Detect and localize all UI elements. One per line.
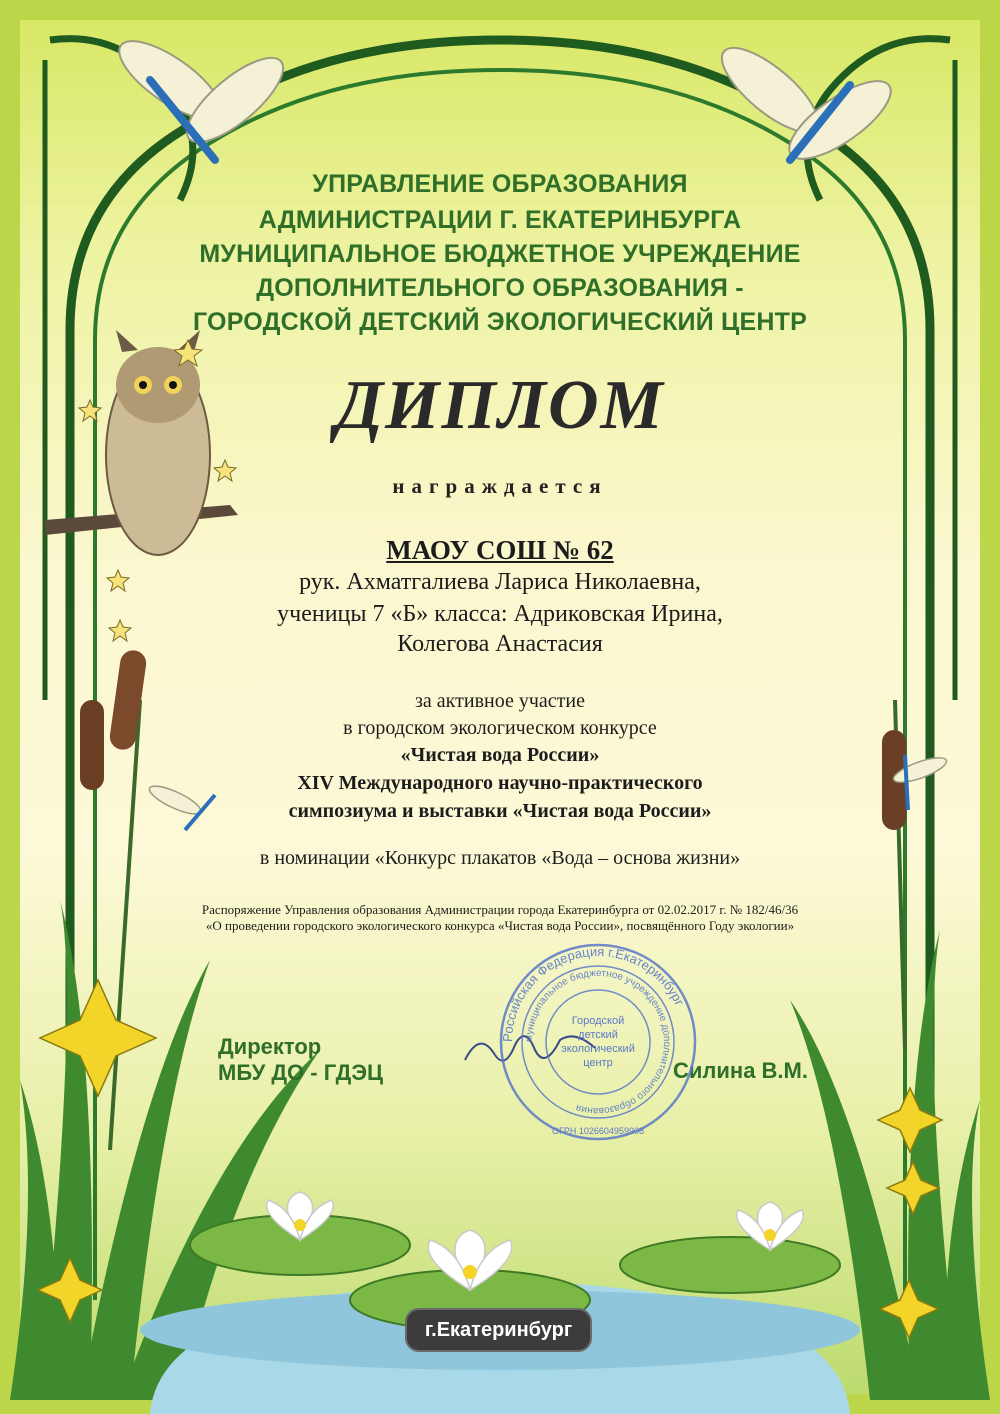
- header-line-2: АДМИНИСТРАЦИИ Г. ЕКАТЕРИНБУРГА: [258, 206, 742, 234]
- signature-role-line-1: Директор: [218, 1034, 322, 1059]
- header-line-1: УПРАВЛЕНИЕ ОБРАЗОВАНИЯ: [312, 170, 688, 198]
- nomination: в номинации «Конкурс плакатов «Вода – основа жизни»: [259, 847, 741, 869]
- stamp-ring-text: муниципальное бюджетное учреждение дополнительного образования: [523, 967, 673, 1117]
- header-line-5: ГОРОДСКОЙ ДЕТСКИЙ ЭКОЛОГИЧЕСКИЙ ЦЕНТР: [193, 308, 807, 336]
- awarded-label: награждается: [392, 474, 608, 498]
- stamp-outer-text: Российская Федерация г.Екатеринбург: [499, 943, 688, 1043]
- recipient-leader: рук. Ахматгалиева Лариса Николаевна,: [299, 569, 701, 595]
- stamp-center-line-3: экологический: [561, 1043, 635, 1055]
- recipient-organization: МАОУ СОШ № 62: [386, 535, 614, 565]
- diploma-title: ДИПЛОМ: [335, 367, 665, 444]
- contest-name: «Чистая вода России»: [400, 744, 600, 766]
- stamp-center-line-4: центр: [583, 1057, 613, 1069]
- reason-line-1: за активное участие: [415, 690, 585, 712]
- dragonfly-top-left-icon: [108, 28, 295, 160]
- city-plate: г.Екатеринбург: [405, 1308, 592, 1352]
- event-line-1: XIV Международного научно-практического: [297, 772, 703, 794]
- yellow-flower-icon: [40, 980, 156, 1096]
- event-line-2: симпозиума и выставки «Чистая вода России»: [288, 800, 712, 822]
- stamp-number: ОГРН 1026604959908: [552, 1126, 644, 1136]
- order-line-1: Распоряжение Управления образования Администрации города Екатеринбурга от 02.02.2017 г. № 182/46/36: [201, 902, 799, 917]
- stamp-center-line-2: детский: [578, 1029, 618, 1041]
- header-line-4: ДОПОЛНИТЕЛЬНОГО ОБРАЗОВАНИЯ -: [256, 274, 744, 302]
- stamp-center-line-1: Городской: [571, 1015, 625, 1027]
- order-line-2: «О проведении городского экологического конкурса «Чистая вода России», посвящённого Году экологии»: [205, 918, 795, 933]
- signature-role-line-2: МБУ ДО - ГДЭЦ: [218, 1060, 384, 1085]
- recipient-students-line-2: Колегова Анастасия: [397, 631, 603, 657]
- recipient-students-line-1: ученицы 7 «Б» класса: Адриковская Ирина,: [277, 601, 723, 627]
- reason-line-2: в городском экологическом конкурсе: [343, 717, 657, 739]
- signature-name: Силина В.М.: [673, 1058, 808, 1083]
- header-line-3: МУНИЦИПАЛЬНОЕ БЮДЖЕТНОЕ УЧРЕЖДЕНИЕ: [199, 240, 801, 268]
- official-stamp: [498, 942, 698, 1142]
